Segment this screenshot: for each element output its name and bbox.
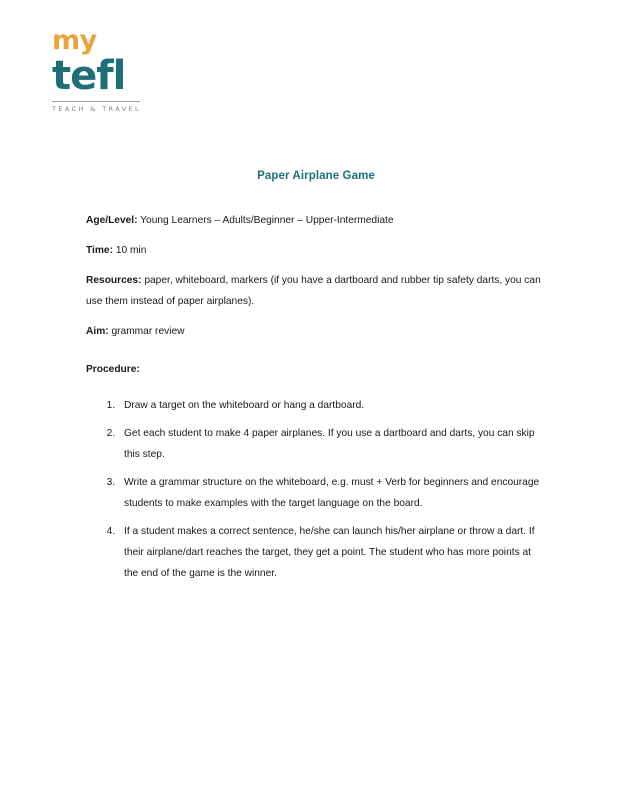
meta-time-label: Time:: [86, 245, 113, 256]
procedure-heading: Procedure:: [86, 364, 140, 375]
meta-time-value: 10 min: [113, 245, 147, 256]
list-item: 1. Draw a target on the whiteboard or hang a dartboard.: [118, 395, 546, 416]
meta-resources-label: Resources:: [86, 275, 142, 286]
meta-age-level: [86, 210, 546, 231]
meta-aim: [86, 321, 546, 342]
page-title: Paper Airplane Game: [257, 170, 375, 182]
logo-text-tefl: tefl: [52, 53, 126, 99]
logo-divider: [52, 101, 140, 102]
mytefl-logo: [52, 25, 152, 113]
logo-text-my: my: [52, 25, 97, 56]
procedure-steps-list: [86, 395, 546, 584]
meta-age-level-value: Young Learners – Adults/Beginner – Upper-Intermediate: [137, 215, 394, 226]
logo-tagline: TEACH & TRAVEL: [52, 105, 142, 113]
meta-resources: [86, 270, 546, 312]
meta-time: [86, 240, 546, 261]
list-item: 2. Get each student to make 4 paper airplanes. If you use a dartboard and darts, you can skip this step.: [118, 423, 546, 465]
meta-aim-label: Aim:: [86, 326, 109, 337]
meta-resources-value: paper, whiteboard, markers (if you have a dartboard and rubber tip safety darts, you can use them instead of paper airplanes).: [86, 275, 541, 307]
list-item: 4. If a student makes a correct sentence, he/she can launch his/her airplane or throw a dart. If their airplane/dart reaches the target, they get a point. The student who has more points at the end of the game is the winner.: [118, 521, 546, 584]
document-content: [86, 170, 546, 591]
meta-aim-value: grammar review: [108, 326, 185, 337]
meta-age-level-label: Age/Level:: [86, 215, 138, 226]
list-item: 3. Write a grammar structure on the whiteboard, e.g. must + Verb for beginners and encourage students to make examples with the target language on the board.: [118, 472, 546, 514]
